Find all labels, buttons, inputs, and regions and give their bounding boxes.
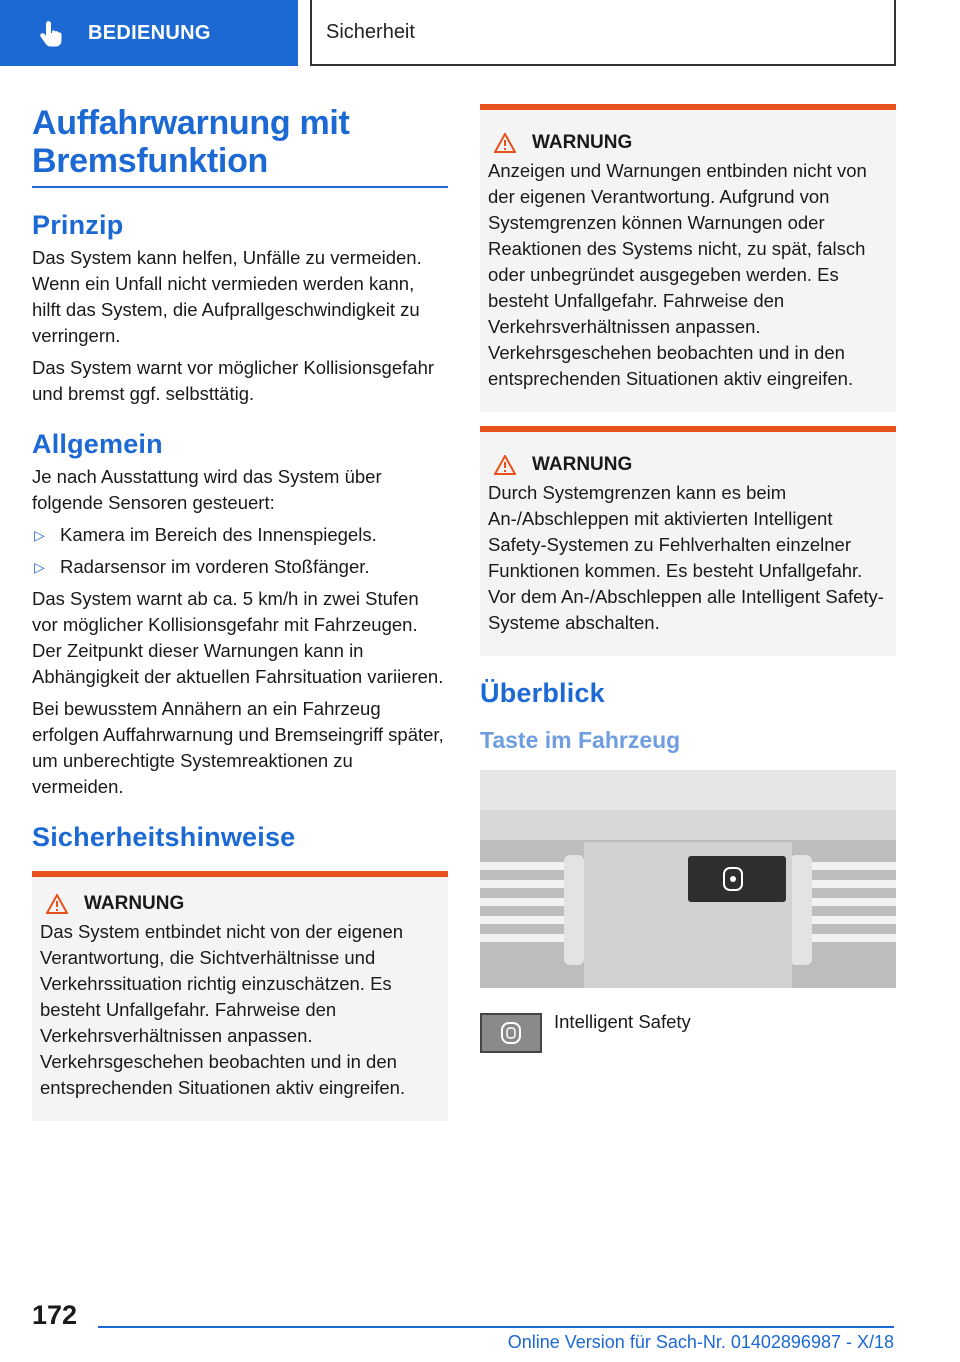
- warning-triangle-icon: [494, 133, 516, 153]
- warning-box: [32, 871, 448, 1121]
- paragraph: Je nach Ausstattung wird das System über folgende Sensoren gesteuert:: [32, 466, 382, 513]
- page-title: Auffahrwarnung mit Bremsfunktion: [32, 104, 448, 188]
- legend-item: [480, 1013, 896, 1053]
- heading-prinzip: Prinzip: [32, 210, 124, 240]
- warning-label: WARNUNG: [532, 454, 633, 475]
- paragraph: Das System warnt vor möglicher Kollisionsgefahr und bremst ggf. selbsttätig.: [32, 357, 435, 404]
- warning-header: [488, 132, 888, 154]
- warning-label: WARNUNG: [532, 132, 633, 153]
- heading-taste-im-fahrzeug: Taste im Fahrzeug: [480, 727, 681, 753]
- warning-triangle-icon: [46, 894, 68, 914]
- right-column: [480, 104, 896, 1053]
- hand-pointer-icon: [38, 18, 68, 48]
- paragraph: Das System kann helfen, Unfälle zu vermeiden. Wenn ein Unfall nicht vermieden werden kann, hilft das System, die Aufprallgeschwindigkeit zu verringern.: [32, 247, 422, 346]
- triangle-bullet-icon: ▷: [34, 559, 45, 575]
- heading-ueberblick: Überblick: [480, 678, 605, 708]
- footer-online-version: Online Version für Sach-Nr. 01402896987 - X/18: [507, 1332, 894, 1352]
- warning-text: Das System entbindet nicht von der eigenen Verantwortung, die Sichtverhältnisse und Verkehrssituation richtig einzuschätzen. Es besteht Unfallgefahr. Fahrweise den Verkehrsverhältnissen anpassen. Verkehrsgeschehen beobachten und in den entsprechenden Situationen aktiv eingreifen.: [40, 921, 406, 1098]
- intelligent-safety-button-icon: [480, 1013, 542, 1053]
- list-item-text: Kamera im Bereich des Innenspiegels.: [60, 524, 377, 545]
- warning-text: Durch Systemgrenzen kann es beim An-/Abschleppen mit aktivierten Intelligent Safety-Systemen zu Fehlverhalten einzelner Funktionen kommen. Es besteht Unfallgefahr. Vor dem An-/Abschleppen alle Intelligent Safety-Systeme abschalten.: [488, 482, 884, 633]
- paragraph: Das System warnt ab ca. 5 km/h in zwei Stufen vor möglicher Kollisionsgefahr mit Fahrzeugen. Der Zeitpunkt dieser Warnungen kann in Abhängigkeit der aktuellen Fahrsituation variieren.: [32, 588, 444, 687]
- warning-header: [40, 893, 440, 915]
- section-tab: [0, 0, 298, 66]
- list-item-text: Radarsensor im vorderen Stoßfänger.: [60, 556, 370, 577]
- warning-header: [488, 454, 888, 476]
- list-item: [32, 554, 448, 580]
- warning-triangle-icon: [494, 455, 516, 475]
- left-column: [32, 104, 448, 1121]
- warning-box: [480, 426, 896, 656]
- legend-text: Intelligent Safety: [554, 1011, 691, 1032]
- chapter-title: Sicherheit: [310, 0, 896, 66]
- paragraph: Bei bewusstem Annähern an ein Fahrzeug erfolgen Auffahrwarnung und Bremseingriff später, um unberechtigte Systemreaktionen zu vermeiden.: [32, 698, 444, 797]
- warning-text: Anzeigen und Warnungen entbinden nicht von der eigenen Verantwortung. Aufgrund von Systemgrenzen können Warnungen oder Reaktionen des Systems nicht, zu spät, falsch oder unbegründet ausgegeben werden. Es besteht Unfallgefahr. Fahrweise den Verkehrsverhältnissen anpassen. Verkehrsgeschehen beobachten und in den entsprechenden Situationen aktiv eingreifen.: [488, 160, 867, 389]
- page-number: 172: [32, 1300, 78, 1330]
- list-item: [32, 522, 448, 548]
- footer-divider: [98, 1326, 894, 1328]
- triangle-bullet-icon: ▷: [34, 527, 45, 543]
- heading-allgemein: Allgemein: [32, 429, 163, 459]
- heading-sicherheitshinweise: Sicherheitshinweise: [32, 822, 296, 852]
- section-label: BEDIENUNG: [88, 21, 211, 44]
- warning-label: WARNUNG: [84, 893, 185, 914]
- dashboard-photo: [480, 770, 896, 988]
- page-header: [0, 0, 960, 66]
- warning-box: [480, 104, 896, 412]
